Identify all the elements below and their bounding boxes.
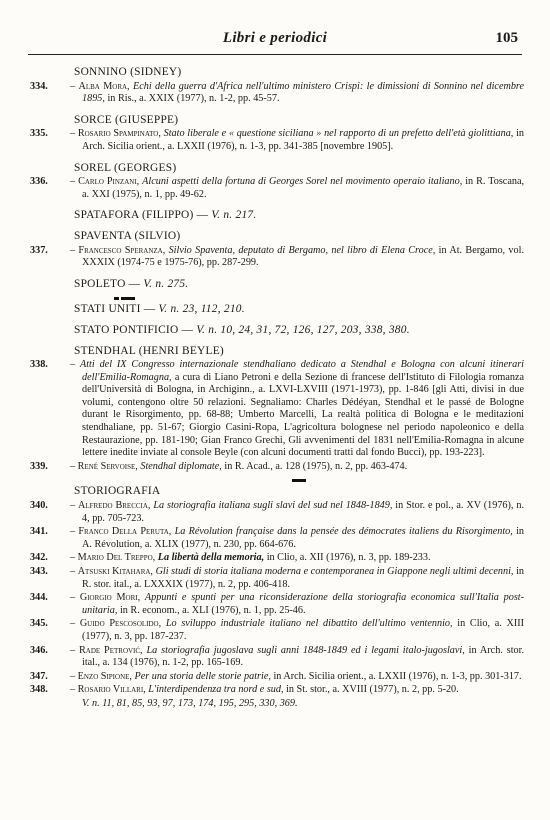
entry-title: Gli studi di storia italiana moderna e contemporanea in Giappone negli ultimi decenni,	[155, 566, 514, 577]
entry-author: Carlo Pinzani,	[78, 176, 140, 188]
entry-342: 342. – Mario Del Treppo, La libertà della memoria, in Clio, a. XII (1976), n. 3, pp. 189-233.	[30, 552, 431, 564]
entry-number: 342.	[30, 552, 48, 564]
entry-341: 341. – Franco Della Peruta, La Révolution française dans la pensée des démocrates italiens du Risorgimento, in A. Révolution, a. XLIX (1977), n. 230, pp. 664-676.	[30, 526, 525, 550]
entry-author: Atsuski Kitahara,	[77, 566, 153, 577]
entry-source: in Stor. e pol., a. XV (1976), n. 4, pp. 705-723.	[82, 500, 524, 524]
entry-source: in R. stor. ital., a. LXXXIX (1977), n. 2, pp. 406-418.	[82, 566, 525, 590]
entry-source: in R. econom., a. XLI (1976), n. 1, pp. 25-46.	[119, 604, 306, 616]
entry-344: 344. – Giorgio Mori, Appunti e spunti per una riconsiderazione della storiografia economica sull'Italia post-unitaria, in R. econom., a. XLI (1976), n. 1, pp. 25-46.	[30, 592, 525, 616]
section-heading-stati-uniti	[74, 303, 524, 316]
entry-source: in Clio, a. XIII (1977), n. 3, pp. 187-237.	[82, 618, 525, 642]
entry-source: in A. Révolution, a. XLIX (1977), n. 230, pp. 664-676.	[82, 526, 525, 550]
entry-title: La libertà della memoria,	[157, 552, 265, 564]
entry-number: 343.	[30, 566, 48, 577]
entry-number: 347.	[30, 670, 48, 682]
entry-number: 344.	[30, 592, 48, 604]
entry-source: in St. stor., a. XVIII (1977), n. 2, pp. 5-20.	[286, 684, 459, 696]
section-heading-spoleto	[74, 278, 524, 291]
page-header	[28, 30, 522, 54]
header-rule	[28, 54, 522, 55]
entry-title: Per una storia delle storie patrie,	[134, 670, 271, 682]
entry-source: in Clio, a. XII (1976), n. 3, pp. 189-233.	[266, 552, 431, 564]
entry-title: La Révolution française dans la pensée des démocrates italiens du Risorgimento,	[174, 526, 513, 538]
heading-name: SPATAFORA (FILIPPO) —	[74, 209, 209, 222]
entry-title: Atti del IX Congresso internazionale stendhaliano dedicato a Stendhal e Bologna con alcuni itinerari dell'Emilia-Romagna,	[79, 359, 524, 383]
entry-author: Franco Della Peruta,	[78, 526, 172, 538]
entry-number: 340.	[30, 500, 48, 512]
entry-number: 334.	[30, 80, 48, 92]
entry-author: Francesco Speranza,	[78, 244, 166, 256]
entry-author: Enzo Sipione,	[77, 670, 132, 682]
entry-title: Lo sviluppo industriale italiano nel dibattito dell'ultimo ventennio,	[165, 618, 453, 630]
entry-number: 336.	[30, 176, 48, 188]
section-heading-spaventa: SPAVENTA (SILVIO)	[74, 229, 181, 242]
entry-336: 336. – Carlo Pinzani, Alcuni aspetti della fortuna di Georges Sorel nel movimento operaio italiano, in R. Toscana, a. XXI (1975), n. 1, pp. 49-62.	[30, 176, 525, 200]
entry-title: Stato liberale e « questione siciliana » nel rapporto di un prefetto dell'età giolittiana,	[163, 128, 514, 140]
entry-334: 334. – Alba Mora, Echi della guerra d'Africa nell'ultimo ministero Crispi: le dimissioni di Sonnino nel dicembre 1895, in Ris., a. XXIX (1977), n. 1-2, pp. 45-57.	[30, 80, 525, 105]
entry-title: La storiografia italiana sugli slavi del sud nel 1848-1849,	[153, 500, 393, 512]
ink-blot-mark	[114, 292, 524, 302]
ink-blot-mark	[292, 474, 524, 484]
entry-author: Alba Mora,	[78, 80, 130, 92]
entry-author: Alfredo Breccia,	[77, 500, 151, 512]
cross-reference: V. n. 217.	[211, 209, 257, 222]
entry-author: Mario Del Treppo,	[77, 552, 156, 564]
entry-author: Guido Pescosolido,	[79, 618, 162, 630]
entry-title: Appunti e spunti per una riconsiderazione della storiografia economica sull'Italia post-unitaria,	[82, 592, 525, 616]
entry-source: in Arch. stor. ital., a. 134 (1976), n. 1-2, pp. 165-169.	[82, 644, 524, 669]
entry-number: 345.	[30, 618, 48, 630]
entry-source: in Arch. Sicilia orient., a. LXXII (1976), n. 1-3, pp. 301-317.	[273, 670, 522, 682]
entry-title: L'interdipendenza tra nord e sud,	[148, 684, 284, 696]
entry-source: in R. Toscana, a. XXI (1975), n. 1, pp. 49-62.	[82, 176, 525, 200]
entry-number: 346.	[30, 644, 48, 656]
entry-source: in Ris., a. XXIX (1977), n. 1-2, pp. 45-57.	[107, 93, 280, 105]
section-heading-sorel: SOREL (GEORGES)	[74, 161, 177, 174]
entry-title: Alcuni aspetti della fortuna di Georges Sorel nel movimento operaio italiano,	[142, 176, 463, 188]
entry-author: Rosario Villari,	[77, 684, 146, 696]
cross-reference: V. n. 11, 81, 85, 93, 97, 173, 174, 195, 295, 330, 369.	[82, 697, 298, 709]
cross-reference: V. n. 10, 24, 31, 72, 126, 127, 203, 338, 380.	[196, 323, 410, 336]
entry-title: Echi della guerra d'Africa nell'ultimo ministero Crispi: le dimissioni di Sonnino nel dicembre 1895,	[82, 80, 525, 105]
section-heading-sorce: SORCE (GIUSEPPE)	[74, 113, 179, 126]
entry-number: 335.	[30, 128, 48, 140]
entry-title: Silvio Spaventa, deputato di Bergamo, nel libro di Elena Croce,	[168, 244, 436, 256]
cross-reference: V. n. 275.	[143, 277, 189, 290]
page-number: 105	[495, 30, 518, 46]
section-heading-stendhal: STENDHAL (HENRI BEYLE)	[74, 344, 224, 357]
entry-source: a cura di Liano Petroni e della Sezione di francese dell'Istituto di Filologia romanza dell'Università di Bologna, in Archiginn., a. LXVI-LXVIII (1971-1973), pp. 1-846 [gli Atti, divisi in due volumi, contengono oltre 50 relazioni. Segnaliamo: Charles Dédéyan, Stendhal et le passé de Bologne durant le Risorgimento, pp. 68-88; Umberto Marcelli, La realtà politica di Bologna e le meditazioni stendhaliane, pp. 51-67; Giorgio Casini-Ropa, L'agricoltura bolognese nel periodo napoleonico e della Restaurazione, pp. 181-190; Gian Franco Grechi, Gli avvenimenti del 1831 nell'Emilia-Romagna in alcune lettere inedite inviate al console Beyle (con alcuni documenti tratti dal fondo Bucci), pp. 193-223].	[82, 371, 524, 459]
entry-number: 341.	[30, 526, 48, 538]
entry-source: in At. Bergamo, vol. XXXIX (1974-75 e 1975-76), pp. 287-299.	[82, 244, 524, 269]
entry-title: Stendhal diplomate,	[140, 460, 222, 472]
entry-source: in R. Acad., a. 128 (1975), n. 2, pp. 463-474.	[224, 460, 408, 472]
entry-number: 337.	[30, 244, 48, 256]
entry-title: La storiografia jugoslava sugli anni 1848-1849 ed i legami italo-jugoslavi,	[146, 644, 465, 656]
heading-name: SPOLETO —	[74, 277, 141, 290]
section-heading-storiografia: STORIOGRAFIA	[74, 485, 161, 498]
section-heading-spatafora	[74, 209, 524, 222]
entry-340: 340. – Alfredo Breccia, La storiografia italiana sugli slavi del sud nel 1848-1849, in Stor. e pol., a. XV (1976), n. 4, pp. 705-723.	[30, 500, 524, 524]
entry-345: 345. – Guido Pescosolido, Lo sviluppo industriale italiano nel dibattito dell'ultimo ventennio, in Clio, a. XIII (1977), n. 3, pp. 187-237.	[30, 618, 525, 642]
entry-source: in Arch. Sicilia orient., a. LXXII (1976), n. 1-3, pp. 341-385 [novembre 1905].	[82, 128, 525, 152]
heading-name: STATI UNITI —	[74, 303, 156, 316]
entry-338: 338. – Atti del IX Congresso internazionale stendhaliano dedicato a Stendhal e Bologna con alcuni itinerari dell'Emilia-Romagna, a cura di Liano Petroni e della Sezione di francese dell'Istituto di Filologia romanza dell'Università di Bologna, in Archiginn., a. LXVI-LXVIII (1971-1973), pp. 1-846 [gli Atti, divisi in due volumi, contengono oltre 50 relazioni. Segnaliamo: Charles Dédéyan, Stendhal et le passé de Bologne durant le Risorgimento, pp. 68-88; Umberto Marcelli, La realtà politica di Bologna e le meditazioni stendhaliane, pp. 51-67; Giorgio Casini-Ropa, L'agricoltura bolognese nel periodo napoleonico e della Restaurazione, pp. 181-190; Gian Franco Grechi, Gli avvenimenti del 1831 nell'Emilia-Romagna in alcune lettere inedite inviate al console Beyle (con alcuni documenti tratti dal fondo Bucci), pp. 193-223].	[30, 359, 524, 459]
entry-number: 348.	[30, 684, 48, 696]
entry-347: 347. – Enzo Sipione, Per una storia delle storie patrie, in Arch. Sicilia orient., a. LXXII (1976), n. 1-3, pp. 301-317.	[30, 670, 522, 682]
entry-335: 335. – Rosario Spampinato, Stato liberale e « questione siciliana » nel rapporto di un prefetto dell'età giolittiana, in Arch. Sicilia orient., a. LXXII (1976), n. 1-3, pp. 341-385 [novembre 1905].	[30, 128, 525, 152]
heading-name: STATO PONTIFICIO —	[74, 323, 194, 336]
bibliography-list	[30, 66, 524, 711]
entry-number: 338.	[30, 359, 48, 371]
running-title: Libri e periodici	[222, 30, 328, 46]
entry-346: 346. – Rade Petrović, La storiografia jugoslava sugli anni 1848-1849 ed i legami italo-jugoslavi, in Arch. stor. ital., a. 134 (1976), n. 1-2, pp. 165-169.	[30, 644, 524, 669]
section-heading-stato-pontificio	[74, 324, 524, 337]
entry-339: 339. – René Servoise, Stendhal diplomate, in R. Acad., a. 128 (1975), n. 2, pp. 463-474.	[30, 460, 408, 472]
entry-number: 339.	[30, 460, 48, 472]
entry-348: 348. – Rosario Villari, L'interdipendenza tra nord e sud, in St. stor., a. XVIII (1977), n. 2, pp. 5-20.	[30, 684, 459, 696]
entry-343: 343. – Atsuski Kitahara, Gli studi di storia italiana moderna e contemporanea in Giappone negli ultimi decenni, in R. stor. ital., a. LXXXIX (1977), n. 2, pp. 406-418.	[30, 566, 525, 590]
entry-author: Rosario Spampinato,	[77, 128, 161, 140]
entry-337: 337. – Francesco Speranza, Silvio Spaventa, deputato di Bergamo, nel libro di Elena Croce, in At. Bergamo, vol. XXXIX (1974-75 e 1975-76), pp. 287-299.	[30, 244, 524, 269]
entry-author: Giorgio Mori,	[79, 592, 141, 604]
section-heading-sonnino: SONNINO (SIDNEY)	[74, 66, 182, 78]
entry-author: René Servoise,	[77, 460, 138, 472]
entry-author: Rade Petrović,	[78, 644, 143, 656]
cross-reference: V. n. 23, 112, 210.	[158, 303, 245, 316]
